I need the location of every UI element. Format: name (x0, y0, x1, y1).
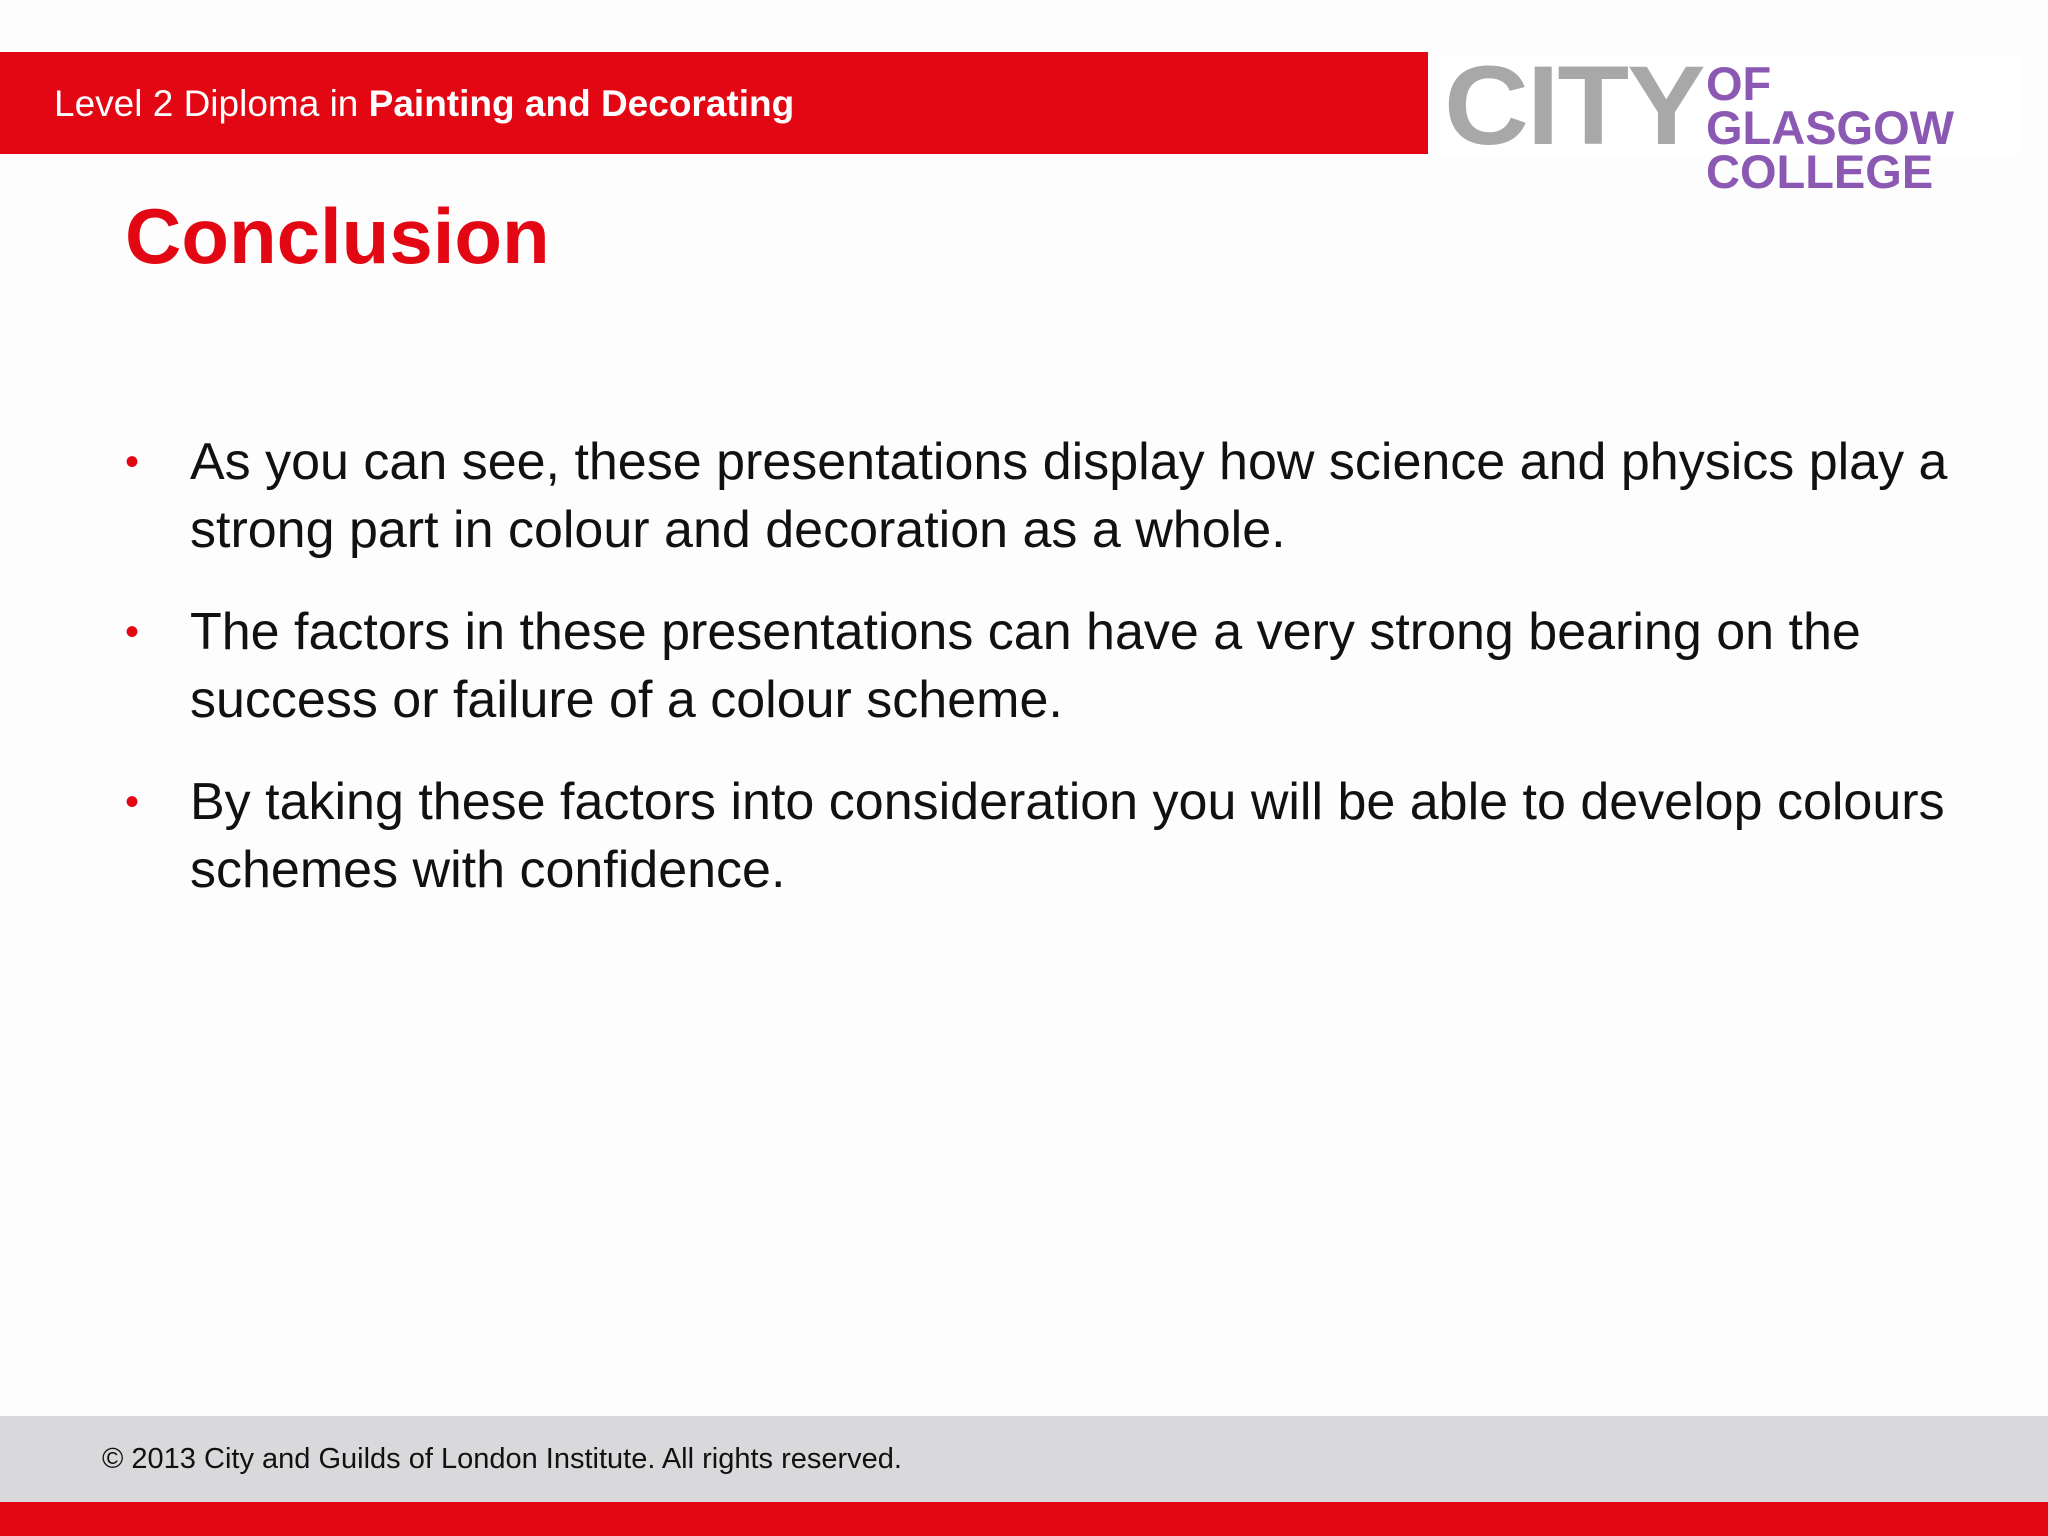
logo-city-text: CITY (1444, 43, 1704, 168)
bullet-item (125, 598, 1955, 734)
bullet-text: The factors in these presentations can have a very strong bearing on the success or failure of a colour scheme. (190, 603, 1861, 729)
course-name: Painting and Decorating (368, 83, 795, 124)
course-heading (54, 52, 794, 154)
bullet-dot-icon: • (125, 440, 140, 484)
bullet-text: As you can see, these presentations display how science and physics play a strong part in colour and decoration as a whole. (190, 433, 1948, 559)
bottom-stripe (0, 1502, 2048, 1536)
slide-title: Conclusion (125, 192, 550, 280)
bullet-item (125, 768, 1955, 904)
bullet-list (125, 428, 1955, 938)
logo-line-2: COLLEGE (1706, 145, 1934, 198)
bullet-item (125, 428, 1955, 564)
college-logo (1440, 43, 2020, 198)
copyright-notice: © 2013 City and Guilds of London Institute. All rights reserved. (102, 1443, 902, 1475)
bullet-dot-icon: • (125, 780, 140, 824)
logo-subtitle (1706, 57, 2020, 198)
bullet-dot-icon: • (125, 610, 140, 654)
logo-line-1: OF GLASGOW (1706, 57, 1955, 154)
course-prefix: Level 2 Diploma in (54, 83, 369, 124)
bullet-text: By taking these factors into consideration you will be able to develop colours schemes with confidence. (190, 773, 1945, 899)
